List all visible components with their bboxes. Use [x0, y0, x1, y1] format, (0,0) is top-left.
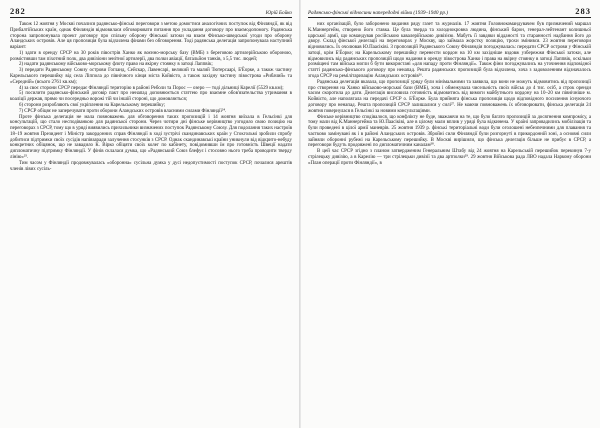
- paragraph: Проте фінська делегація не мала повноважень для обговорення таких пропозицій і 14 жовтня виїхала в Гельсінкі для консультацій, що стало несподіванкою для радянської сторони. Через чотири дні фінське керівництво узгодило свою позицію на переговорах з СРСР, тому що в уряді виявились прихильники визначених поступок Радянському Союзу. Для подолання таких настроїв 18–19 жовтня Президент і Міністр закордонних справ Фінляндії в ході зустрічі скандинавських країн у Стокгольмі зробили спробу добитися підтримки своїх сусідів напівзаради залучення стосунків з СРСР. Однак скандинавські країни уникнули від відкрито-небуду конкретних обіцянок, що не завадило К. Вірко обіцяти своїх колег по кабінету, повідомивши їм про готовність Швеції надати дипломатичну підтримку Фінляндії. У фінів склалася думка, що «Радянський Союз блефує і стосовно нього треба проводити тверду лінію»²⁵.: [10, 114, 292, 160]
- left-page-body: [10, 22, 292, 172]
- paragraph: 5) посилити радянсько-фінський договір пакт про ненапад доповнюється статтею про взаємне обов'язательства утримання в коаліції держав, прямо чи посередньо ворожі тій чи іншій стороні, що домовляється;: [10, 91, 292, 103]
- paragraph: 2) надати радянському військово-морському флоту право на якірну стоянку в затоці Лаппвік;: [19, 62, 213, 68]
- left-page-header: [10, 5, 292, 18]
- paragraph: 4) за своє сторони СРСР передає Фінляндії територію в районі Реболи та Порос — озеро — тоді дільниці Карелії (5529 кв.км);: [19, 85, 284, 91]
- right-page: [300, 0, 600, 428]
- paragraph: 1) здати в оренду СРСР на 30 років півострів Ханко як воєнно-морську базу (ВМБ) з береговою артилерійською обороною, розмістивши там піхотний полк, два дивізіони зенітної артилерії, два полки авіації, бата́льйон танків, з 5,5 тис. людей;: [10, 50, 292, 62]
- paragraph: них організацій, було заборонено видання ряду газет та журналів. 17 жовтня Головнокомандувачем був призначений маршал К.Маннергейм, створено його ставка. Це була тверда та холоднокровна людина, фінський барон, генерал-лейтенант колишньої царської армії, що командував російською кавалерійською дивізією. Мабуть її завдяки відданості та старанності надбання його до двору. Склад фінської делегації на переговорах у Москву, що займала жорстку позицію, трохи змінився. 23 жовтня переговори відновились. Їх очолював Ю.Паасіківі. З пропозицій Радянського Союзу Фінляндія погоджувалась: передати СРСР острови у Фінській затоці, крім Б'Ёорке; на Карельському перешийку перенести кордон на 10 км західніше вздовж узбережжя Фінської затоки, але відмовились від радянських пропозицій щодо надання в оренду півострова Ханко і права на якірну стоянку в затоці Лаппвік, оскільки розміщені там війська могли б бути використані «для нападу проти Фінляндії». Також фіни погоджувались на уточнення відповідної статті радянсько-фінського договору про ненапад. Решта радянських пропозицій була відхилена, хоча з задоволенням відзначалось згода СРСР на ремілітаризацію Аландських островів²⁶.: [308, 22, 591, 80]
- paragraph: Радянська делегація вказала, що пропозиції уряду були мінімальними та заявила, що вони не можуть відмовитись від пропозиції про створення на Ханко військово-морської бази (ВМБ), хоча і обмежувала чисельність своїх військ до 4 тис. осіб, а строк оренди часом скоротила до дати. Делегація висловила готовність відмовитись від вимоги майбутнього кордону на 10–20 км північніше м. Койвісто, але наполягала на передачі СРСР о. Б'Ёорке. Була прийнята фінська пропозиція щодо відповідного посилення існуючого договору про ненапад. Решта пропозицій СРСР залишалися у силі²⁷. Не маючи повноважень їх обговорювати, фінська делегація 24 жовтня повернулася в Гельсінкі за новими консультаціями.: [308, 79, 591, 114]
- paragraph: 7) СРСР обіцяє не заперечувати проти оборони Аландських островів власними силами Фінляндії²⁴.: [19, 108, 227, 114]
- paragraph: 3) передати Радянському Союзу острови Гогланд, Сейскар, Лавенсарі, великий та малий Тютерсаарі, Б'Ёорке, а також частину Карельського перешийку від села Ліппола до північного кінця міста Койвісто, а також західну частину півострова «Рибачий» та «Середній» (всього 2761 кв.км);: [10, 68, 292, 85]
- page-number: 282: [10, 6, 26, 16]
- running-head: Радянсько-фінські відносини напередодні війни (1939–1940 рр.): [308, 10, 449, 16]
- paragraph: Також 12 жовтня у Москві почалися радянсько-фінські переговори з метою домогтися аналогічних поступок від Фінляндії, як від Прибалтійських країн, однак Фінляндія відмовилася обговорювати питання про укладання договору про взаємодопомогу. Радянська сторона запропонувала проект договору про спільну оборону Фінської затоки на взаєм Фінсько-шведської угоди про оборону Аландських островів. Але ця пропозиція була відхилена фінами без обговорення. Тоді радянська делегація запропонувала наступний варіант:: [10, 22, 292, 51]
- paragraph: Тим часом у Фінляндії продовжувалась «оборонна» сусільна думка у дусі недопустимості поступок СРСР, почалися арештів членів лівих сусіль-: [10, 160, 292, 172]
- paragraph: В цей час СРСР згідно з планом затвердженим Генеральним Штабу від 24 жовтня на Карельській перешийок перекинув 7-у стрілецьку дивізію, а в Карелію — три стрілецьки дивізії та два артполки²⁹. 29 жовтня Військова рада ЛВО надала Наркому оборони «План операції проти Фінляндії», в: [308, 149, 591, 166]
- right-page-body: [308, 22, 591, 167]
- running-head: Юрій Бойко: [265, 10, 292, 16]
- page-number: 283: [575, 6, 591, 16]
- paragraph: Фінське керівництво сподівалося, що конфлікту не буде, зважаючи на те, що було багато пропозицій за досягнення компромісу, а тому мали від К.Маннергейма та Ю.Паасіківі, але в цілому мали вплив у уряді була відкинена. У країні запровадились мобілізація та були проведені в цілої армії маневрів. 25 жовтня 1939 р. фінські територіальні води були оголошені небезпечними для плавання та частково замінувані як і в районі Аландських островів. Збройні сили Фінляндії були розгорнуті в прикордонній зоні, а основні сили зайняли оборонні рубежі на Карельському перешийку. В Москві вирішили, що фінська делегація більше не прибує в СРСР, а переговори будуть продовжені по дипломатичним каналам²⁸.: [308, 114, 591, 149]
- paragraph: 6) сторони розробляють свої укріплення на Карельському перешийку;: [19, 102, 166, 108]
- right-page-header: [308, 5, 591, 18]
